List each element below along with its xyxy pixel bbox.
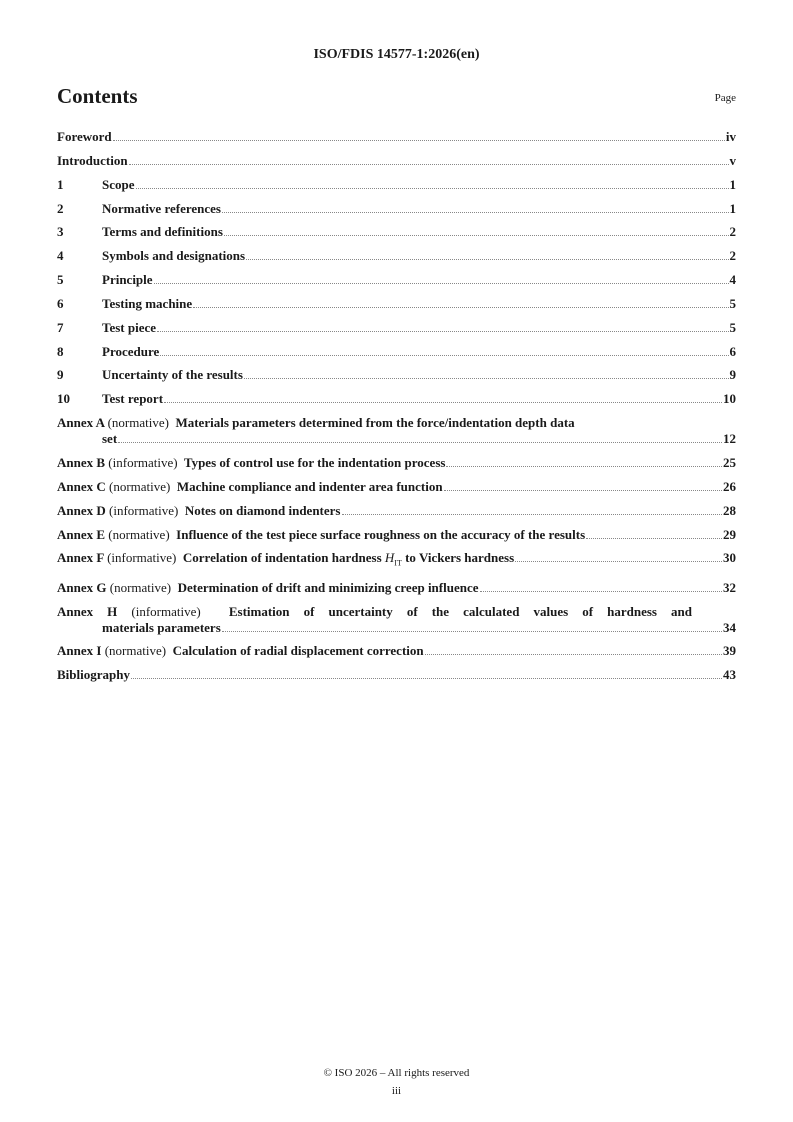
toc-title: Influence of the test piece surface roughness on the accuracy of the results <box>176 526 586 542</box>
dot-leader <box>515 561 722 562</box>
annex-label: Annex B <box>57 454 106 470</box>
toc-title: Principle <box>102 272 153 288</box>
dot-leader <box>224 235 729 236</box>
toc-title: Testing machine <box>102 295 193 311</box>
dot-leader <box>157 331 728 332</box>
annex-label: Annex G <box>57 579 107 595</box>
toc-page: 25 <box>723 454 736 470</box>
dot-leader <box>342 514 723 515</box>
toc-page: 2 <box>729 248 736 264</box>
toc-entry-clause[interactable] <box>57 201 736 217</box>
dot-leader <box>446 466 722 467</box>
toc-page: 30 <box>723 550 736 566</box>
toc-entry-clause[interactable] <box>57 367 736 383</box>
toc-entry-clause[interactable] <box>57 391 736 407</box>
toc-title: Symbols and designations <box>102 248 246 264</box>
dot-leader <box>425 654 722 655</box>
toc-page: 9 <box>729 367 736 383</box>
page-number: iii <box>391 1085 402 1097</box>
annex-label: Annex D <box>57 502 106 518</box>
toc-page: 26 <box>723 478 736 494</box>
document-header: ISO/FDIS 14577-1:2026(en) <box>313 47 480 62</box>
symbol-h-it <box>384 550 402 568</box>
dot-leader <box>136 188 729 189</box>
toc-page: 10 <box>723 391 736 407</box>
toc-page: iv <box>725 129 736 144</box>
dot-leader <box>160 355 728 356</box>
toc-title: Test report <box>102 391 164 407</box>
toc-title: Notes on diamond indenters <box>184 502 341 518</box>
annex-type: (informative) <box>107 550 177 566</box>
toc-entry-bibliography[interactable] <box>57 667 736 683</box>
annex-label: Annex A <box>57 415 105 431</box>
clause-number: 5 <box>57 272 64 288</box>
annex-label: Annex E <box>57 526 106 542</box>
annex-label: Annex H <box>57 603 118 619</box>
clause-number: 2 <box>57 200 64 216</box>
dot-leader <box>480 591 722 592</box>
toc-title: Machine compliance and indenter area function <box>176 478 443 494</box>
toc-title-cont: materials parameters <box>102 619 221 635</box>
toc-entry-clause[interactable] <box>57 177 736 193</box>
toc-title: Introduction <box>57 152 128 168</box>
clause-number: 4 <box>57 248 64 264</box>
toc-entry-annex-a[interactable] <box>57 415 736 447</box>
dot-leader <box>222 631 722 632</box>
annex-type: (normative) <box>104 643 167 659</box>
toc-page: 29 <box>723 526 736 542</box>
toc-title: Materials parameters determined from the force/indentation depth data <box>175 415 575 431</box>
toc-entry-introduction[interactable] <box>57 153 736 169</box>
toc-page: 1 <box>729 200 736 216</box>
table-of-contents <box>57 129 736 691</box>
annex-type: (normative) <box>109 478 171 494</box>
toc-entry-clause[interactable] <box>57 224 736 240</box>
clause-number: 1 <box>57 176 64 192</box>
dot-leader <box>222 212 729 213</box>
annex-type: (normative) <box>109 579 172 595</box>
annex-label: Annex F <box>57 550 104 566</box>
page-column-label: Page <box>714 92 736 104</box>
toc-entry-annex-e[interactable] <box>57 527 736 543</box>
copyright-footer: © ISO 2026 – All rights reserved <box>323 1067 470 1079</box>
toc-entry-annex-f[interactable] <box>57 550 736 572</box>
toc-page: 5 <box>729 295 736 311</box>
toc-entry-annex-b[interactable] <box>57 455 736 471</box>
clause-number: 3 <box>57 224 64 240</box>
toc-entry-annex-g[interactable] <box>57 580 736 596</box>
toc-entry-annex-c[interactable] <box>57 479 736 495</box>
dot-leader <box>129 164 729 165</box>
clause-number: 8 <box>57 343 64 359</box>
symbol-subscript: IT <box>394 558 402 568</box>
toc-entry-annex-d[interactable] <box>57 503 736 519</box>
toc-title: Foreword <box>57 129 112 144</box>
toc-page: 6 <box>729 343 736 359</box>
symbol: H <box>384 550 395 566</box>
toc-title-cont: set <box>102 431 118 447</box>
dot-leader <box>164 402 722 403</box>
clause-number: 10 <box>57 391 70 407</box>
toc-page: 39 <box>723 643 736 659</box>
toc-title: Bibliography <box>57 667 130 683</box>
toc-entry-clause[interactable] <box>57 320 736 336</box>
dot-leader <box>586 538 722 539</box>
dot-leader <box>113 140 725 141</box>
toc-entry-foreword[interactable] <box>57 129 736 145</box>
toc-page: v <box>729 152 736 168</box>
toc-title: Uncertainty of the results <box>102 367 243 383</box>
toc-title: Estimation of uncertainty of the calculated values of hardness and <box>228 603 693 619</box>
dot-leader <box>131 678 722 679</box>
toc-page: 34 <box>723 619 736 635</box>
toc-title: Procedure <box>102 343 160 359</box>
annex-label: Annex I <box>57 643 102 659</box>
annex-type: (normative) <box>108 526 170 542</box>
annex-type: (informative) <box>131 603 201 619</box>
toc-page: 32 <box>723 579 736 595</box>
toc-entry-clause[interactable] <box>57 344 736 360</box>
toc-title: Test piece <box>102 319 157 335</box>
toc-title: Scope <box>102 176 135 192</box>
toc-entry-clause[interactable] <box>57 272 736 288</box>
dot-leader <box>246 259 728 260</box>
page-title: Contents <box>57 84 138 108</box>
toc-page: 4 <box>729 272 736 288</box>
clause-number: 9 <box>57 367 64 383</box>
toc-page: 2 <box>729 224 736 240</box>
toc-title: Normative references <box>102 200 221 216</box>
toc-page: 28 <box>723 502 736 518</box>
dot-leader <box>154 283 729 284</box>
toc-title: Terms and definitions <box>102 224 223 240</box>
clause-number: 7 <box>57 319 64 335</box>
dot-leader <box>244 378 729 379</box>
annex-label: Annex C <box>57 478 106 494</box>
toc-title: Determination of drift and minimizing creep influence <box>177 579 479 595</box>
toc-entry-annex-i[interactable] <box>57 643 736 659</box>
toc-entry-annex-h[interactable] <box>57 604 736 636</box>
toc-title-end: to Vickers hardness <box>405 550 515 566</box>
toc-title: Correlation of indentation hardness <box>182 550 382 566</box>
toc-title: Calculation of radial displacement correction <box>172 643 424 659</box>
dot-leader <box>444 490 722 491</box>
toc-page: 1 <box>729 176 736 192</box>
annex-type: (informative) <box>109 502 179 518</box>
annex-type: (normative) <box>107 415 169 431</box>
toc-entry-clause[interactable] <box>57 296 736 312</box>
toc-page: 43 <box>723 667 736 683</box>
toc-title: Types of control use for the indentation process <box>183 454 446 470</box>
dot-leader <box>193 307 728 308</box>
toc-entry-clause[interactable] <box>57 248 736 264</box>
annex-type: (informative) <box>108 454 178 470</box>
toc-page: 12 <box>723 431 736 447</box>
toc-page: 5 <box>729 319 736 335</box>
dot-leader <box>118 442 722 443</box>
clause-number: 6 <box>57 295 64 311</box>
